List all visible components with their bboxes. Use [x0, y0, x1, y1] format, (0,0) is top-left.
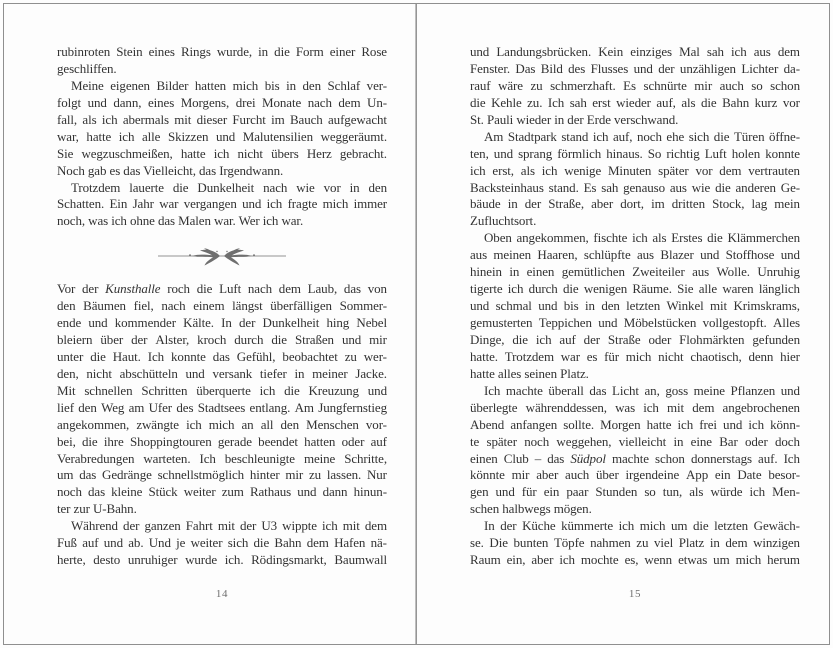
text-line: ende und kommender Kälte. In der Dunkelheit hing Nebel	[57, 315, 387, 331]
section-divider	[57, 230, 387, 281]
text-line: und schmal und bis in den letzten Winkel mit Krimskrams,	[470, 298, 800, 314]
text-line: Während der ganzen Fahrt mit der U3 wippte ich mit dem	[71, 518, 387, 534]
paragraph	[470, 44, 800, 129]
text-line: gemusterten Teppichen und Möbelstücken vollgestopft. Alles	[470, 315, 800, 330]
text-line: Mit schnellen Schritten überquerte ich die Kreuzung und	[57, 382, 387, 398]
text-line: aus meinen Haaren, schlüpfte aus Blazer und Stoffhose und	[470, 247, 800, 263]
paragraph	[57, 44, 387, 78]
text-line: und Landungsbrücken. Kein einziges Mal sah ich aus dem	[470, 44, 800, 59]
text-line: angekommen, zwängte ich mich an all den Menschen vor-	[57, 416, 387, 432]
text-line: bleiern über der Alster, kroch durch die Straßen und mir	[57, 331, 387, 347]
text-line: Fuß auf und ab. Und je weiter sich die Bahn dem Hafen nä-	[57, 535, 387, 551]
text-line: könnte mir aber auch über irgendeine App ein Date besor-	[470, 467, 800, 483]
page-number-left: 14	[215, 588, 229, 600]
text-line: folgt und dann, eines Morgens, drei Monate nach dem Un-	[57, 94, 387, 110]
spine-divider	[415, 4, 417, 644]
paragraph	[470, 230, 800, 382]
text-line: Sie wegzuschmeißen, hatte ich nicht übers Herz gebracht.	[57, 145, 387, 161]
text-line: Backsteinhaus stand. Es sah genauso aus wie die anderen Ge-	[470, 179, 800, 195]
text-line: ich erst, als ich wenige Minuten später vor dem vertrauten	[470, 162, 800, 178]
text-line: Trotzdem lauerte die Dunkelheit nach wie vor in den	[71, 179, 387, 195]
text-line: Fenster. Das Bild des Flusses und der unzähligen Lichter da-	[470, 60, 800, 76]
text-line: ten, und sprang förmlich hinaus. So richtig Luft holen konnte	[470, 145, 800, 161]
text-line: überlegte währenddessen, was ich mit dem angebrochenen	[470, 399, 800, 415]
text-line: Oben angekommen, fischte ich als Erstes die Klämmerchen	[484, 230, 800, 246]
text-line: Ich machte überall das Licht an, goss meine Pflanzen und	[484, 382, 800, 398]
text-line: um das Gedränge schnellstmöglich hinter mir zu lassen. Nur	[57, 467, 387, 483]
text-line: Zufluchtsort.	[470, 213, 537, 229]
text-line: St. Pauli wieder in der Erde verschwand.	[470, 111, 679, 127]
text-line: Dinge, die ich auf der Straße oder Flohmärkten gefunden	[470, 331, 800, 347]
text-line: schen halbwegs mögen.	[470, 501, 592, 517]
text-line: noch, was ich ohne das Malen war. Wer ich war.	[57, 213, 304, 229]
paragraph	[470, 383, 800, 519]
text-line: se. Die bunten Töpfe nahmen zu viel Platz in dem winzigen	[470, 535, 800, 551]
text-line: rubinroten Stein eines Rings wurde, in die Form einer Rose	[57, 44, 387, 59]
text-line: Vor der Kunsthalle roch die Luft nach dem Laub, das von	[57, 281, 387, 297]
paragraph	[57, 518, 387, 569]
text-line: hatte alles seinen Platz.	[470, 365, 589, 381]
paragraph	[57, 180, 387, 231]
text-line: gen und für ein paar Stunden so tun, als würde ich Men-	[470, 484, 800, 500]
text-line: Raum ein, aber ich mochte es, wenn etwas um mich herum	[470, 552, 800, 568]
page-right-text	[470, 44, 800, 569]
text-line: den Bäumen fiel, nach einem längst überfälligen Sommer-	[57, 298, 387, 314]
text-line: die Kehle zu. Ich sah erst wieder auf, als die Bahn kurz vor	[470, 94, 800, 110]
text-line: te später noch weggehen, vielleicht in eine Bar oder doch	[470, 433, 800, 449]
text-line: einen Club – das Südpol machte schon donnerstags auf. Ich	[470, 450, 800, 466]
text-line: geschliffen.	[57, 60, 117, 76]
text-line: Noch gab es das Vielleicht, das Irgendwann.	[57, 162, 284, 178]
text-line: Abend anfangen sollte. Morgen hatte ich frei und ich könn-	[470, 416, 800, 432]
text-line: hinein in einen gemütlichen Zweiteiler aus Wolle. Unruhig	[470, 264, 800, 280]
text-line: tigerte ich durch die wenigen Räume. Sie alle waren länglich	[470, 281, 800, 297]
page-number-right: 15	[628, 588, 642, 600]
paragraph	[57, 281, 387, 518]
text-line: In der Küche kümmerte ich mich um die letzten Gewäch-	[484, 518, 800, 534]
text-line: unter die Haut. Ich konnte das Gefühl, beobachtet zu wer-	[57, 348, 387, 364]
floral-divider-ornament	[158, 246, 286, 266]
text-line: herte, desto unruhiger wurde ich. Rödingsmarkt, Baumwall	[57, 552, 387, 568]
text-line: war, hatte ich alle Skizzen und Malutensilien weggeräumt.	[57, 128, 387, 144]
paragraph	[57, 78, 387, 180]
text-line: fall, als ich abermals mit dieser Furcht im Bauch aufgewacht	[57, 111, 387, 127]
text-line: hatte. Trotzdem war es für mich nicht chaotisch, denn hier	[470, 348, 800, 364]
text-line: lief den Weg am Ufer des Stadtsees entlang. Am Jungfernstieg	[57, 399, 387, 415]
text-line: Meine eigenen Bilder hatten mich bis in den Schlaf ver-	[71, 77, 387, 93]
page-left-text	[57, 44, 387, 569]
text-line: ter zur U-Bahn.	[57, 501, 137, 517]
page-frame	[3, 3, 830, 645]
text-line: bäude in der Straße, aber dort, im dritten Stock, lag mein	[470, 196, 800, 212]
text-line: Schatten. Ein Jahr war vergangen und ich fragte mich immer	[57, 196, 387, 212]
text-line: noch das kleine Stück weiter zum Rathaus und dann hinun-	[57, 484, 387, 500]
text-line: Verabredungen warteten. Ich beschleunigte meine Schritte,	[57, 450, 387, 466]
text-line: den, nicht abschütteln und versank tiefer in meiner Jacke.	[57, 365, 387, 381]
text-line: rauf wäre zu schmerzhaft. Es schnürte mir auch so schon	[470, 77, 800, 93]
paragraph	[470, 518, 800, 569]
paragraph	[470, 129, 800, 231]
text-line: Am Stadtpark stand ich auf, noch ehe sich die Türen öffne-	[484, 128, 800, 144]
text-line: bei, die ihre Shoppingtouren gerade beendet hatten oder auf	[57, 433, 387, 449]
